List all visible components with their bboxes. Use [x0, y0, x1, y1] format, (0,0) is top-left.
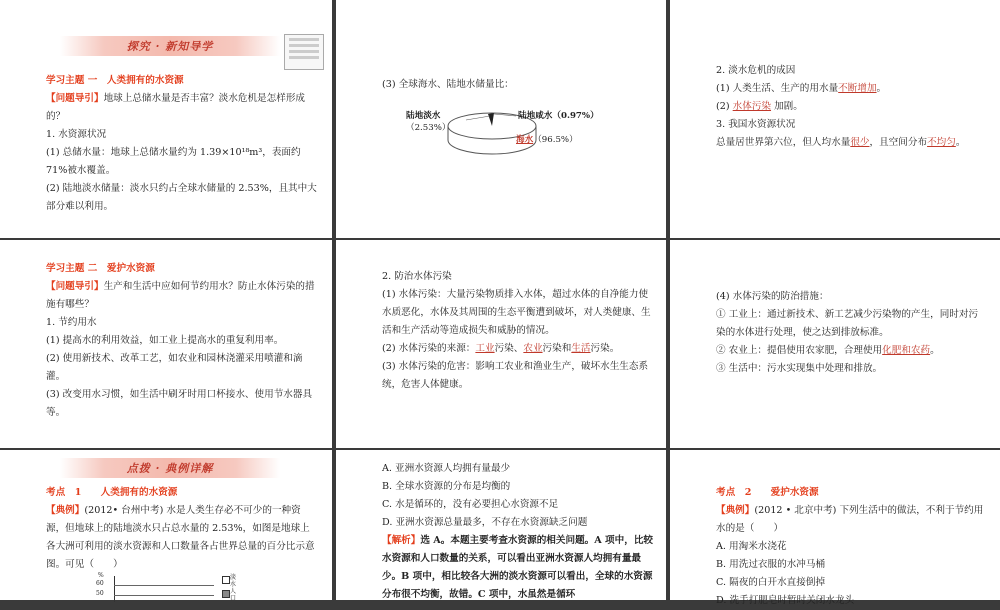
line-3	[382, 340, 652, 358]
option-b: B. 全球水资源的分布是均衡的	[382, 481, 511, 492]
legend-swatch-population	[222, 590, 230, 598]
fill-little: 很少	[850, 137, 870, 148]
line-3: (2) 使用新技术、改革工艺，如农业和园林浇灌采用喷灌和滴灌。	[46, 353, 303, 382]
slide-9	[670, 450, 1000, 606]
line-4: 3. 我国水资源状况	[716, 119, 796, 130]
example-label: 【典例】	[46, 505, 85, 516]
topic-title: 学习主题 一 人类拥有的水资源	[46, 75, 184, 86]
fill-uneven: 不均匀	[927, 137, 956, 148]
line-2	[716, 80, 986, 98]
tick-60: 60	[96, 580, 104, 587]
line-1: (4) 水体污染的防治措施：	[716, 291, 829, 302]
line-1: 2. 淡水危机的成因	[716, 65, 796, 76]
guide-text: 地球上总储水量是否丰富？淡水危机是怎样形成的？	[46, 93, 306, 122]
example-text: (2012• 台州中考) 水是人类生存必不可少的一种资源，但地球上的陆地淡水只占总水量的 2.53%，如图是地球上各大洲可利用的淡水资源和人口数量各占世界总量的百分比示意图。可见（ ）	[46, 505, 315, 570]
line-3	[716, 98, 986, 116]
line-2: (1) 水体污染：大量污染物质排入水体，超过水体的自净能力使水质恶化，水体及其周围的生态平衡遭到破坏，对人类健康、生活和生产活动等造成损失和威胁的情况。	[382, 289, 651, 336]
line-3: (2) 陆地淡水储量：淡水只约占全球水储量的 2.53%，且其中大部分难以利用。	[46, 183, 317, 212]
fill-industry: 工业	[475, 343, 495, 354]
analysis-paragraph	[382, 532, 654, 604]
label-land-salt: 陆地咸水（0.97%）	[518, 111, 599, 121]
slide-1	[0, 0, 332, 238]
label-sea	[516, 134, 578, 146]
line-3c: 。	[930, 345, 940, 356]
fill-fertilizer: 化肥和农药	[882, 345, 931, 356]
option-a: A. 亚洲水资源人均拥有量最少	[382, 463, 511, 474]
gridline-50	[114, 595, 214, 596]
topic-title: 学习主题 二 爱护水资源	[46, 263, 155, 274]
tick-50: 50	[96, 590, 104, 597]
line-2: (1) 总储水量：地球上总储水量约为 1.39×10¹⁸m³，表面约 71%被水覆盖。	[46, 147, 301, 176]
slide-6	[670, 240, 1000, 448]
option-b: B. 用洗过衣服的水冲马桶	[716, 559, 826, 570]
legend-swatch-water	[222, 576, 230, 584]
legend-water-1: 淡	[230, 574, 237, 581]
line-5	[716, 134, 986, 152]
option-c: C. 水是循环的，没有必要担心水资源不足	[382, 499, 559, 510]
section-banner: 点拨 · 典例详解	[60, 458, 280, 478]
line-5a: 总量居世界第六位，但人均水量	[716, 137, 851, 148]
line-3c: 污染、	[494, 343, 524, 354]
option-c: C. 隔夜的白开水直接倒掉	[716, 577, 826, 588]
fill-agriculture: 农业	[523, 343, 543, 354]
line-3a: ② 农业上：提倡使用农家肥，合理使用	[716, 345, 883, 356]
stamp-icon	[284, 34, 324, 70]
line-3a: (2) 水体污染的来源：	[382, 343, 476, 354]
line-5e: 。	[955, 137, 966, 148]
legend-pop-1: 人	[230, 588, 237, 595]
line-2: ① 工业上：通过新技术、新工艺减少污染物的产生，同时对污染的水体进行处理，使之达到排放标准。	[716, 309, 979, 338]
analysis-label: 【解析】	[382, 535, 421, 546]
line-2c: 。	[876, 83, 887, 94]
slide-7	[0, 450, 332, 600]
option-d: D. 亚洲水资源总量最多，不存在水资源缺乏问题	[382, 517, 588, 528]
example-label: 【典例】	[716, 505, 755, 516]
slide-8	[336, 450, 666, 600]
section-banner: 探究 · 新知导学	[60, 36, 280, 56]
line-2a: (1) 人类生活、生产的用水量	[716, 83, 839, 94]
example-paragraph	[716, 502, 986, 538]
line-1: 2. 防治水体污染	[382, 271, 452, 282]
line-4: (3) 水体污染的危害：影响工农业和渔业生产，破坏水生生态系统，危害人体健康。	[382, 361, 649, 390]
slide-5	[336, 240, 666, 448]
land-fresh-text: 陆地淡水	[406, 111, 441, 121]
guide-label: 【问题导引】	[46, 281, 104, 292]
option-d: D. 洗手打肥皂时暂时关闭水龙头	[716, 595, 855, 606]
line-3g: 污染。	[590, 343, 620, 354]
line-4: (3) 改变用水习惯，如生活中刷牙时用口杯接水、使用节水器具等。	[46, 389, 313, 418]
fill-life: 生活	[571, 343, 591, 354]
label-land-fresh	[406, 110, 451, 134]
legend-water	[230, 574, 236, 588]
axis-unit: %	[98, 572, 104, 579]
line-1: 1. 水资源状况	[46, 129, 107, 140]
chart-caption: (3) 全球海水、陆地水储量比：	[382, 79, 514, 90]
line-3a: (2)	[716, 101, 730, 112]
legend-population	[230, 588, 236, 602]
guide-paragraph	[46, 90, 318, 126]
gridline-60	[114, 585, 214, 586]
kp-title: 考点 1 人类拥有的水资源	[46, 487, 178, 498]
bar-chart-preview	[98, 572, 238, 602]
line-5c: ，且空间分布	[869, 137, 928, 148]
fill-increase: 不断增加	[838, 83, 877, 94]
line-3	[716, 342, 986, 360]
fill-pollution: 水体污染	[732, 101, 772, 112]
slide-2	[336, 0, 666, 238]
line-2: (1) 提高水的利用效益，如工业上提高水的重复利用率。	[46, 335, 284, 346]
line-3c: 加剧。	[774, 101, 803, 112]
land-fresh-pct: （2.53%）	[406, 123, 451, 133]
line-3e: 污染和	[542, 343, 572, 354]
line-1: 1. 节约用水	[46, 317, 97, 328]
y-axis	[114, 576, 115, 602]
guide-paragraph	[46, 278, 318, 314]
slide-3	[670, 0, 1000, 238]
line-4: ③ 生活中：污水实现集中处理和排放。	[716, 363, 883, 374]
guide-label: 【问题导引】	[46, 93, 104, 104]
sea-text: 海水	[516, 135, 534, 145]
legend-water-2: 水	[230, 581, 237, 588]
slide-4	[0, 240, 332, 448]
option-a: A. 用淘米水浇花	[716, 541, 787, 552]
example-text: (2012 • 北京中考) 下列生活中的做法，不利于节约用水的是（ ）	[716, 505, 984, 534]
analysis-text: 选 A。本题主要考查水资源的相关问题。A 项中，比较水资源和人口数量的关系，可以看出亚洲水资源人均拥有量最少。B 项中，相比较各大洲的淡水资源可以看出，全球的水资源分布很不均衡，故错。C 项中，水虽然是循环	[382, 535, 654, 600]
example-paragraph	[46, 502, 318, 574]
kp-title: 考点 2 爱护水资源	[716, 487, 819, 498]
legend-pop-2: 口	[230, 595, 237, 602]
sea-pct: （96.5%）	[533, 135, 578, 145]
guide-text: 生产和生活中应如何节约用水？防止水体污染的措施有哪些？	[46, 281, 315, 310]
